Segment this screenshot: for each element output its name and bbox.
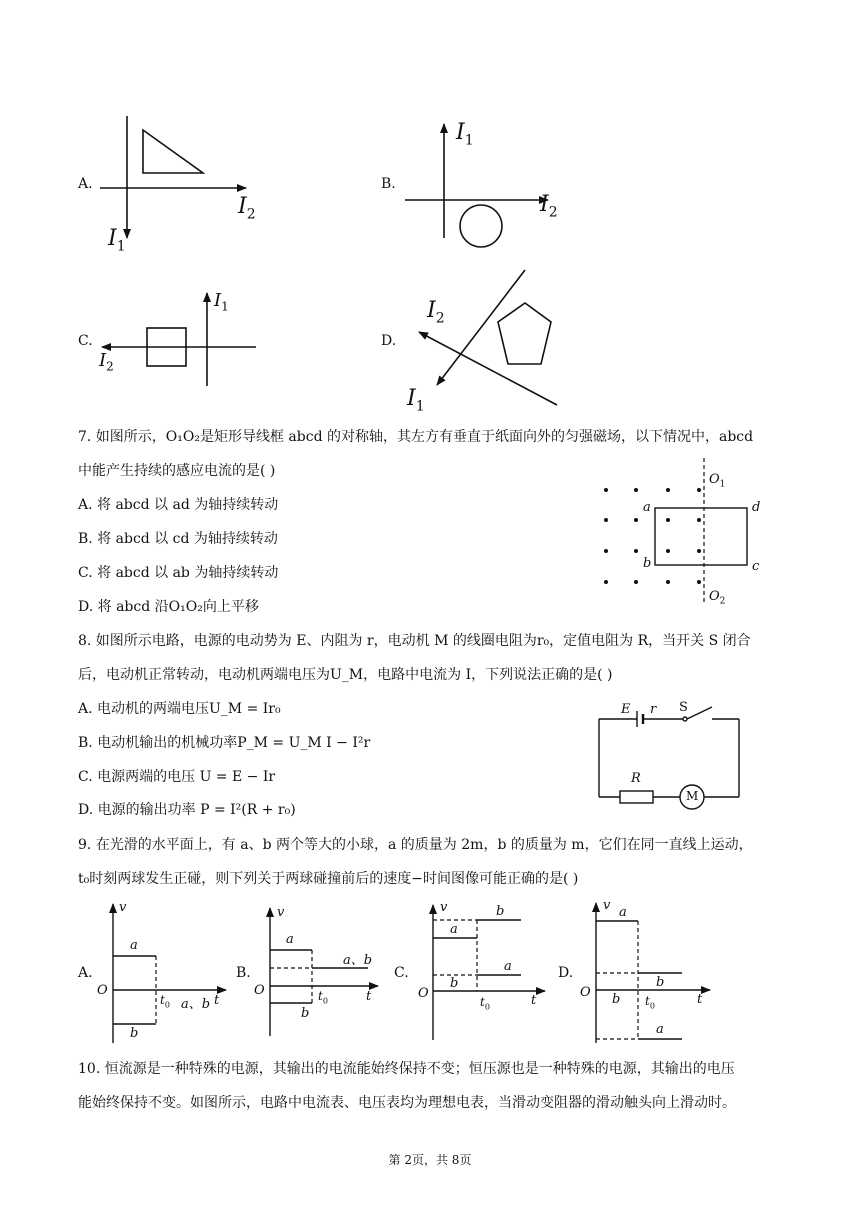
q9-b-a: a [286, 932, 294, 947]
q9-c-v: v [440, 900, 448, 915]
q9-b-b: b [301, 1006, 310, 1021]
q9-a-t: t [214, 993, 220, 1008]
q8-stem-line2: 后，电动机正常转动，电动机两端电压为U_M，电路中电流为 I，下列说法正确的是( ) [78, 667, 613, 683]
q9-b-v: v [277, 905, 285, 920]
q7-fig-b: b [643, 556, 652, 571]
q8-fig-e: E [621, 702, 631, 717]
q8-fig-s: S [679, 700, 688, 715]
q7-option-d: D. 将 abcd 沿O₁O₂向上平移 [78, 599, 259, 615]
q6-a-axis-h: I [238, 194, 247, 219]
q9-b-after: a、b [343, 953, 373, 968]
q6-d-axis-b: I [407, 386, 416, 411]
q8-option-d: D. 电源的输出功率 P = I²(R + r₀) [78, 802, 296, 818]
q9-b-o: O [254, 983, 265, 998]
q9-graph-a-label: A. [78, 965, 93, 981]
q8-option-a: A. 电动机的两端电压U_M = Ir₀ [78, 701, 281, 717]
q9-b-t: t [366, 989, 372, 1004]
q6-d-axis-a: I [427, 298, 436, 323]
q9-c-t: t [531, 993, 537, 1008]
q8-fig-motor: M [686, 789, 699, 803]
q6-b-axis-h: I [540, 192, 549, 217]
q8-fig-r: r [650, 702, 657, 717]
q8-stem-line1: 8. 如图所示电路，电源的电动势为 E、内阻为 r，电动机 M 的线圈电阻为r₀，定值电阻为 R，当开关 S 闭合 [78, 633, 751, 649]
q6-option-c-label: C. [78, 333, 93, 349]
q9-graph-d-label: D. [558, 965, 574, 981]
q9-graph-c-label: C. [394, 965, 409, 981]
q8-fig-r-resistor: R [631, 771, 641, 786]
q9-a-after: a、b [181, 997, 211, 1012]
q9-stem-line2: t₀时刻两球发生正碰，则下列关于两球碰撞前后的速度−时间图像可能正确的是( ) [78, 871, 579, 887]
q9-b-t0: $t_0$ [318, 989, 328, 1006]
q8-option-c: C. 电源两端的电压 U = E − Ir [78, 769, 276, 785]
q9-a-t0: $t_0$ [160, 993, 170, 1010]
q9-c-b: b [450, 976, 459, 991]
q9-a-a: a [130, 938, 138, 953]
q10-line2: 能始终保持不变。如图所示，电路中电流表、电压表均为理想电表，当滑动变阻器的滑动触头向上滑动时。 [78, 1095, 736, 1111]
q6-b-axis-v: I [456, 120, 465, 145]
q6-c-axis-v: I [214, 290, 222, 311]
q7-fig-d: d [752, 500, 761, 515]
q6-option-a-label: A. [78, 176, 93, 192]
q9-c-a: a [450, 922, 458, 937]
q7-stem-line2: 中能产生持续的感应电流的是( ) [78, 463, 276, 479]
q6-option-d-label: D. [381, 333, 397, 349]
q9-c-a2: a [504, 959, 512, 974]
q9-d-o: O [580, 985, 591, 1000]
q9-d-t0: $t_0$ [645, 994, 655, 1011]
q9-d-v: v [603, 898, 611, 913]
q9-c-b2: b [496, 904, 505, 919]
q8-option-b: B. 电动机输出的机械功率P_M = U_M I − I²r [78, 735, 371, 751]
q9-stem-line1: 9. 在光滑的水平面上，有 a、b 两个等大的小球，a 的质量为 2m，b 的质量为 m，它们在同一直线上运动， [78, 837, 753, 853]
q7-fig-o1: $O_1$ [709, 472, 726, 490]
q7-fig-a: a [643, 500, 651, 515]
q9-graph-b-label: B. [236, 965, 251, 981]
page-footer: 第 2页，共 8页 [388, 1153, 472, 1167]
q9-a-o: O [97, 983, 108, 998]
q9-d-a: a [619, 905, 627, 920]
q10-line1: 10. 恒流源是一种特殊的电源，其输出的电流能始终保持不变；恒压源也是一种特殊的电源，其输出的电压 [78, 1061, 735, 1077]
q9-d-t: t [697, 992, 703, 1007]
q6-c-axis-h: I [99, 350, 107, 371]
q7-stem-line1: 7. 如图所示，O₁O₂是矩形导线框 abcd 的对称轴，其左方有垂直于纸面向外的匀强磁场，以下情况中，abcd [78, 429, 754, 445]
q9-d-b: b [612, 992, 621, 1007]
q7-fig-o2: $O_2$ [709, 589, 726, 607]
q9-a-v: v [119, 900, 127, 915]
q7-option-b: B. 将 abcd 以 cd 为轴持续转动 [78, 531, 278, 547]
q6-option-b-label: B. [381, 176, 396, 192]
q9-d-a2: a [656, 1022, 664, 1037]
q7-option-c: C. 将 abcd 以 ab 为轴持续转动 [78, 565, 279, 581]
q9-d-b2: b [656, 975, 665, 990]
q7-option-a: A. 将 abcd 以 ad 为轴持续转动 [78, 497, 279, 513]
q7-fig-c: c [752, 559, 760, 574]
q9-c-t0: $t_0$ [480, 995, 490, 1012]
q9-a-b: b [130, 1026, 139, 1041]
q6-a-axis-v: I [108, 226, 117, 251]
q9-c-o: O [418, 986, 429, 1001]
